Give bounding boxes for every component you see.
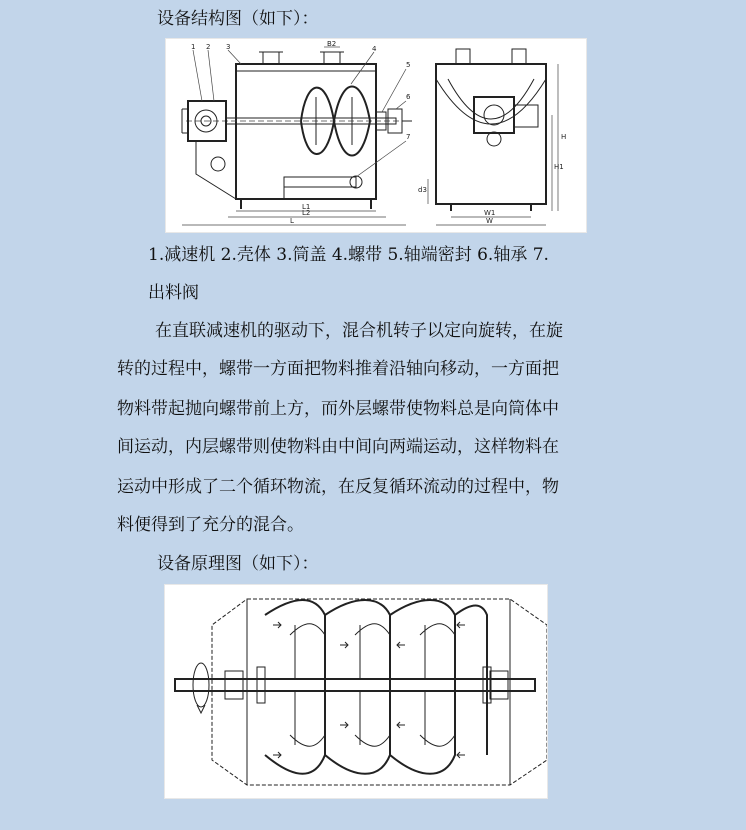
svg-text:H: H xyxy=(561,133,567,141)
svg-text:3: 3 xyxy=(226,43,231,51)
structure-diagram xyxy=(165,38,587,233)
description-line-1: 在直联减速机的驱动下，混合机转子以定向旋转，在旋 xyxy=(155,321,563,341)
description-line-4: 间运动，内层螺带则使物料由中间向两端运动，这样物料在 xyxy=(117,437,559,457)
description-line-3: 物料带起抛向螺带前上方，而外层螺带使物料总是向筒体中 xyxy=(117,399,559,419)
svg-text:L1: L1 xyxy=(302,203,311,211)
shell-body xyxy=(236,64,376,199)
svg-text:2: 2 xyxy=(206,43,211,51)
svg-text:6: 6 xyxy=(406,93,411,101)
svg-text:1: 1 xyxy=(191,43,196,51)
svg-text:d3: d3 xyxy=(418,186,427,194)
svg-text:W1: W1 xyxy=(484,209,496,217)
description-line-6: 料便得到了充分的混合。 xyxy=(117,515,304,535)
svg-text:5: 5 xyxy=(406,61,411,69)
principle-heading: 设备原理图（如下）： xyxy=(157,554,319,574)
svg-text:B2: B2 xyxy=(327,40,337,48)
description-line-5: 运动中形成了二个循环物流，在反复循环流动的过程中，物 xyxy=(117,477,559,497)
principle-diagram xyxy=(164,584,548,799)
svg-text:H1: H1 xyxy=(554,163,564,171)
structure-heading: 设备结构图（如下）： xyxy=(157,9,319,29)
svg-text:W: W xyxy=(486,217,493,225)
svg-text:L: L xyxy=(290,217,294,225)
svg-text:7: 7 xyxy=(406,133,411,141)
parts-legend-line2: 出料阀 xyxy=(148,283,199,303)
parts-legend-line1: 1.减速机 2.壳体 3.筒盖 4.螺带 5.轴端密封 6.轴承 7. xyxy=(148,245,549,265)
ribbon xyxy=(301,88,370,156)
svg-text:4: 4 xyxy=(372,45,377,53)
svg-text:L2: L2 xyxy=(302,209,311,217)
rotor-shaft xyxy=(175,679,535,691)
discharge-valve xyxy=(284,177,356,187)
description-line-2: 转的过程中，螺带一方面把物料推着沿轴向移动，一方面把 xyxy=(117,359,559,379)
